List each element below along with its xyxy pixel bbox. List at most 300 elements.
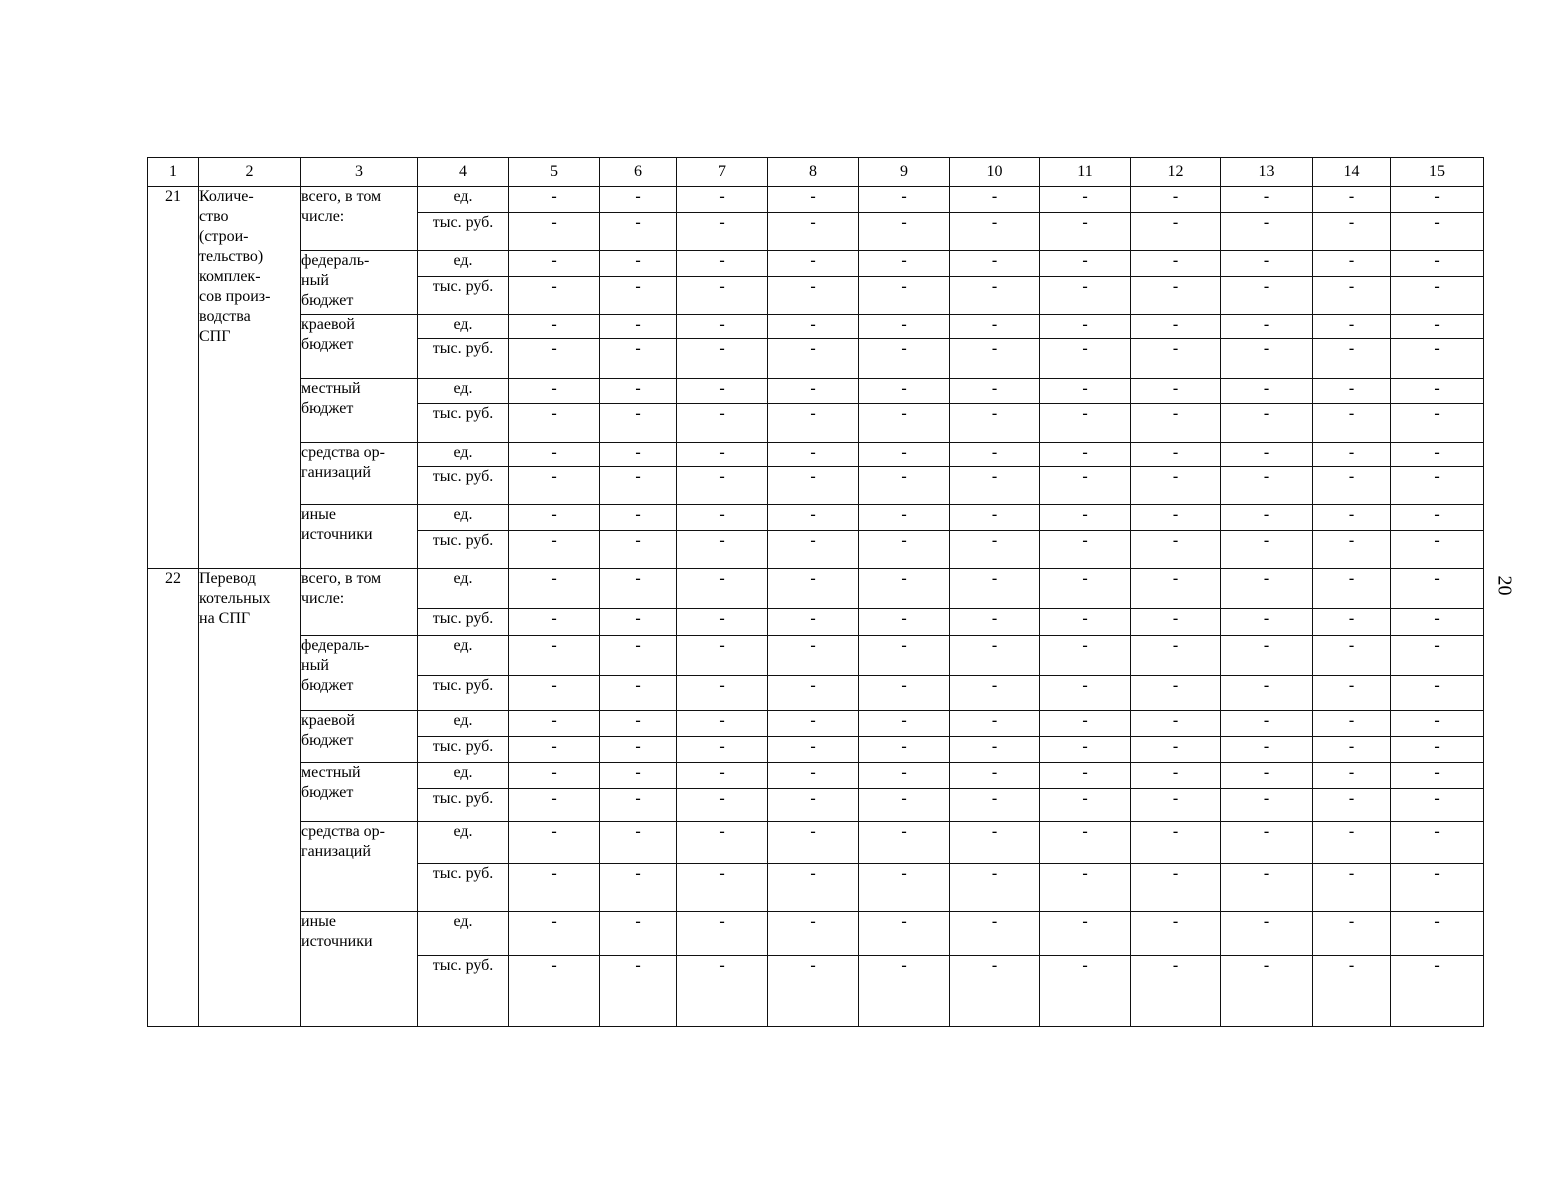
value-cell: - [950, 864, 1040, 912]
table-row [148, 187, 1484, 213]
value-cell: - [1040, 315, 1131, 339]
value-cell: - [1391, 569, 1484, 609]
value-cell: - [768, 569, 859, 609]
value-cell: - [1313, 676, 1391, 711]
value-cell: - [1221, 277, 1313, 315]
value-cell: - [1313, 711, 1391, 737]
value-cell: - [1221, 676, 1313, 711]
value-cell: - [1221, 443, 1313, 467]
value-cell: - [1040, 251, 1131, 277]
value-cell: - [600, 737, 677, 763]
unit-cell: ед. [418, 187, 509, 213]
value-cell: - [677, 822, 768, 864]
value-cell: - [1221, 505, 1313, 531]
value-cell: - [768, 636, 859, 676]
value-cell: - [1040, 569, 1131, 609]
table-row [148, 822, 1484, 864]
value-cell: - [1131, 315, 1221, 339]
column-header: 5 [509, 158, 600, 187]
value-cell: - [677, 763, 768, 789]
column-header: 1 [148, 158, 199, 187]
value-cell: - [600, 467, 677, 505]
value-cell: - [1131, 956, 1221, 1027]
funding-source: всего, в том числе: [301, 569, 418, 636]
funding-source: федераль- ный бюджет [301, 251, 418, 315]
table-row [148, 912, 1484, 956]
value-cell: - [1313, 822, 1391, 864]
funding-source: местный бюджет [301, 379, 418, 443]
value-cell: - [1313, 315, 1391, 339]
value-cell: - [1131, 737, 1221, 763]
funding-source: иные источники [301, 505, 418, 569]
column-header: 8 [768, 158, 859, 187]
value-cell: - [600, 711, 677, 737]
value-cell: - [859, 251, 950, 277]
value-cell: - [950, 339, 1040, 379]
value-cell: - [768, 789, 859, 822]
value-cell: - [768, 187, 859, 213]
funding-source: краевой бюджет [301, 315, 418, 379]
value-cell: - [950, 404, 1040, 443]
value-cell: - [1131, 711, 1221, 737]
value-cell: - [509, 404, 600, 443]
value-cell: - [509, 213, 600, 251]
value-cell: - [1313, 505, 1391, 531]
value-cell: - [768, 467, 859, 505]
value-cell: - [859, 636, 950, 676]
value-cell: - [1040, 789, 1131, 822]
value-cell: - [600, 569, 677, 609]
value-cell: - [859, 531, 950, 569]
value-cell: - [509, 187, 600, 213]
value-cell: - [509, 609, 600, 636]
value-cell: - [950, 822, 1040, 864]
value-cell: - [509, 737, 600, 763]
value-cell: - [950, 505, 1040, 531]
table-row [148, 505, 1484, 531]
value-cell: - [1131, 636, 1221, 676]
value-cell: - [509, 956, 600, 1027]
value-cell: - [1040, 864, 1131, 912]
value-cell: - [859, 711, 950, 737]
value-cell: - [600, 763, 677, 789]
value-cell: - [600, 864, 677, 912]
value-cell: - [950, 251, 1040, 277]
unit-cell: тыс. руб. [418, 789, 509, 822]
value-cell: - [677, 609, 768, 636]
value-cell: - [1221, 531, 1313, 569]
value-cell: - [768, 505, 859, 531]
value-cell: - [1040, 339, 1131, 379]
value-cell: - [600, 277, 677, 315]
unit-cell: ед. [418, 315, 509, 339]
value-cell: - [950, 737, 1040, 763]
value-cell: - [1131, 187, 1221, 213]
value-cell: - [768, 531, 859, 569]
funding-source: федераль- ный бюджет [301, 636, 418, 711]
value-cell: - [950, 531, 1040, 569]
value-cell: - [859, 404, 950, 443]
unit-cell: тыс. руб. [418, 277, 509, 315]
value-cell: - [600, 956, 677, 1027]
value-cell: - [768, 213, 859, 251]
value-cell: - [1131, 251, 1221, 277]
column-header: 13 [1221, 158, 1313, 187]
value-cell: - [677, 569, 768, 609]
value-cell: - [1221, 187, 1313, 213]
value-cell: - [600, 505, 677, 531]
unit-cell: ед. [418, 379, 509, 404]
value-cell: - [1131, 789, 1221, 822]
column-header: 15 [1391, 158, 1484, 187]
value-cell: - [677, 789, 768, 822]
value-cell: - [509, 379, 600, 404]
value-cell: - [950, 277, 1040, 315]
value-cell: - [1221, 737, 1313, 763]
value-cell: - [677, 251, 768, 277]
value-cell: - [1313, 569, 1391, 609]
value-cell: - [677, 213, 768, 251]
column-header: 10 [950, 158, 1040, 187]
value-cell: - [859, 956, 950, 1027]
value-cell: - [950, 676, 1040, 711]
unit-cell: тыс. руб. [418, 213, 509, 251]
column-header: 3 [301, 158, 418, 187]
value-cell: - [1221, 251, 1313, 277]
value-cell: - [859, 277, 950, 315]
value-cell: - [1313, 213, 1391, 251]
value-cell: - [768, 404, 859, 443]
value-cell: - [1221, 864, 1313, 912]
value-cell: - [677, 187, 768, 213]
unit-cell: тыс. руб. [418, 404, 509, 443]
value-cell: - [859, 443, 950, 467]
unit-cell: тыс. руб. [418, 339, 509, 379]
value-cell: - [1391, 379, 1484, 404]
unit-cell: ед. [418, 822, 509, 864]
value-cell: - [1313, 864, 1391, 912]
value-cell: - [1040, 531, 1131, 569]
value-cell: - [950, 711, 1040, 737]
value-cell: - [950, 636, 1040, 676]
value-cell: - [768, 251, 859, 277]
value-cell: - [859, 737, 950, 763]
value-cell: - [1040, 467, 1131, 505]
value-cell: - [509, 277, 600, 315]
value-cell: - [1221, 339, 1313, 379]
value-cell: - [1313, 379, 1391, 404]
funding-source: местный бюджет [301, 763, 418, 822]
value-cell: - [1131, 822, 1221, 864]
value-cell: - [1131, 339, 1221, 379]
row-number: 21 [148, 187, 199, 569]
value-cell: - [950, 912, 1040, 956]
value-cell: - [1391, 711, 1484, 737]
value-cell: - [1391, 609, 1484, 636]
value-cell: - [768, 339, 859, 379]
column-header: 4 [418, 158, 509, 187]
value-cell: - [1131, 443, 1221, 467]
value-cell: - [768, 609, 859, 636]
value-cell: - [1131, 763, 1221, 789]
column-header: 6 [600, 158, 677, 187]
value-cell: - [1221, 789, 1313, 822]
value-cell: - [1391, 864, 1484, 912]
value-cell: - [1131, 404, 1221, 443]
unit-cell: тыс. руб. [418, 531, 509, 569]
value-cell: - [1040, 404, 1131, 443]
value-cell: - [600, 609, 677, 636]
value-cell: - [1040, 277, 1131, 315]
table-row [148, 379, 1484, 404]
value-cell: - [1040, 379, 1131, 404]
value-cell: - [859, 822, 950, 864]
value-cell: - [1391, 339, 1484, 379]
value-cell: - [1221, 404, 1313, 443]
value-cell: - [1391, 467, 1484, 505]
value-cell: - [950, 569, 1040, 609]
value-cell: - [768, 763, 859, 789]
value-cell: - [509, 505, 600, 531]
value-cell: - [1391, 737, 1484, 763]
value-cell: - [950, 213, 1040, 251]
value-cell: - [1391, 404, 1484, 443]
unit-cell: тыс. руб. [418, 609, 509, 636]
value-cell: - [600, 912, 677, 956]
value-cell: - [600, 531, 677, 569]
value-cell: - [1391, 213, 1484, 251]
value-cell: - [677, 737, 768, 763]
value-cell: - [950, 379, 1040, 404]
value-cell: - [509, 822, 600, 864]
value-cell: - [950, 956, 1040, 1027]
value-cell: - [859, 213, 950, 251]
value-cell: - [600, 404, 677, 443]
value-cell: - [677, 505, 768, 531]
funding-source: иные источники [301, 912, 418, 1027]
value-cell: - [1221, 711, 1313, 737]
value-cell: - [859, 864, 950, 912]
value-cell: - [677, 676, 768, 711]
value-cell: - [1313, 277, 1391, 315]
table-row [148, 636, 1484, 676]
value-cell: - [1221, 912, 1313, 956]
value-cell: - [1040, 956, 1131, 1027]
table-row [148, 315, 1484, 339]
value-cell: - [1313, 339, 1391, 379]
value-cell: - [1313, 956, 1391, 1027]
value-cell: - [1313, 763, 1391, 789]
value-cell: - [1391, 251, 1484, 277]
value-cell: - [859, 379, 950, 404]
unit-cell: ед. [418, 912, 509, 956]
value-cell: - [1040, 822, 1131, 864]
value-cell: - [768, 315, 859, 339]
value-cell: - [1313, 636, 1391, 676]
value-cell: - [600, 379, 677, 404]
value-cell: - [600, 822, 677, 864]
column-header: 2 [199, 158, 301, 187]
value-cell: - [677, 636, 768, 676]
value-cell: - [950, 187, 1040, 213]
value-cell: - [1313, 609, 1391, 636]
value-cell: - [1313, 737, 1391, 763]
value-cell: - [1131, 379, 1221, 404]
table-row [148, 251, 1484, 277]
unit-cell: ед. [418, 505, 509, 531]
value-cell: - [1391, 277, 1484, 315]
value-cell: - [1131, 531, 1221, 569]
column-header: 9 [859, 158, 950, 187]
value-cell: - [1221, 956, 1313, 1027]
value-cell: - [1040, 636, 1131, 676]
value-cell: - [677, 277, 768, 315]
value-cell: - [1391, 187, 1484, 213]
value-cell: - [600, 789, 677, 822]
page-number: 20 [1493, 575, 1516, 596]
value-cell: - [950, 467, 1040, 505]
value-cell: - [1040, 676, 1131, 711]
value-cell: - [1221, 636, 1313, 676]
table-row [148, 443, 1484, 467]
unit-cell: тыс. руб. [418, 864, 509, 912]
value-cell: - [1313, 789, 1391, 822]
value-cell: - [509, 864, 600, 912]
value-cell: - [1221, 315, 1313, 339]
unit-cell: тыс. руб. [418, 956, 509, 1027]
value-cell: - [859, 339, 950, 379]
value-cell: - [768, 822, 859, 864]
value-cell: - [1221, 569, 1313, 609]
value-cell: - [600, 187, 677, 213]
value-cell: - [1313, 467, 1391, 505]
value-cell: - [1221, 763, 1313, 789]
value-cell: - [600, 676, 677, 711]
indicator-name: Количе- ство (строи- тельство) комплек- сов произ- водства СПГ [199, 187, 301, 569]
value-cell: - [1040, 609, 1131, 636]
value-cell: - [1391, 789, 1484, 822]
table-row [148, 711, 1484, 737]
value-cell: - [1221, 213, 1313, 251]
value-cell: - [768, 737, 859, 763]
value-cell: - [1313, 912, 1391, 956]
value-cell: - [1040, 187, 1131, 213]
value-cell: - [677, 956, 768, 1027]
table-body [148, 187, 1484, 1027]
value-cell: - [1313, 443, 1391, 467]
value-cell: - [950, 315, 1040, 339]
value-cell: - [600, 315, 677, 339]
value-cell: - [950, 763, 1040, 789]
value-cell: - [768, 277, 859, 315]
column-header: 12 [1131, 158, 1221, 187]
value-cell: - [1131, 676, 1221, 711]
value-cell: - [768, 711, 859, 737]
value-cell: - [677, 711, 768, 737]
value-cell: - [768, 443, 859, 467]
value-cell: - [859, 315, 950, 339]
value-cell: - [677, 467, 768, 505]
value-cell: - [600, 636, 677, 676]
value-cell: - [768, 379, 859, 404]
column-number-header-row [148, 158, 1484, 187]
value-cell: - [859, 505, 950, 531]
value-cell: - [1040, 711, 1131, 737]
value-cell: - [1040, 443, 1131, 467]
value-cell: - [677, 531, 768, 569]
value-cell: - [677, 404, 768, 443]
value-cell: - [1131, 467, 1221, 505]
value-cell: - [677, 864, 768, 912]
value-cell: - [677, 339, 768, 379]
unit-cell: ед. [418, 636, 509, 676]
value-cell: - [1221, 379, 1313, 404]
value-cell: - [768, 956, 859, 1027]
unit-cell: тыс. руб. [418, 467, 509, 505]
value-cell: - [859, 676, 950, 711]
value-cell: - [950, 443, 1040, 467]
funding-source: краевой бюджет [301, 711, 418, 763]
value-cell: - [859, 912, 950, 956]
value-cell: - [1040, 912, 1131, 956]
value-cell: - [509, 711, 600, 737]
indicator-name: Перевод котельных на СПГ [199, 569, 301, 1027]
value-cell: - [677, 443, 768, 467]
value-cell: - [1391, 636, 1484, 676]
value-cell: - [1391, 763, 1484, 789]
value-cell: - [859, 187, 950, 213]
unit-cell: ед. [418, 569, 509, 609]
value-cell: - [1040, 763, 1131, 789]
value-cell: - [677, 315, 768, 339]
value-cell: - [509, 569, 600, 609]
column-header: 14 [1313, 158, 1391, 187]
funding-table [147, 157, 1484, 1027]
value-cell: - [509, 912, 600, 956]
value-cell: - [1391, 676, 1484, 711]
unit-cell: ед. [418, 763, 509, 789]
value-cell: - [600, 339, 677, 379]
value-cell: - [509, 789, 600, 822]
value-cell: - [509, 763, 600, 789]
value-cell: - [1313, 187, 1391, 213]
funding-source: всего, в том числе: [301, 187, 418, 251]
value-cell: - [768, 912, 859, 956]
value-cell: - [509, 443, 600, 467]
value-cell: - [859, 789, 950, 822]
unit-cell: ед. [418, 711, 509, 737]
value-cell: - [950, 609, 1040, 636]
value-cell: - [1040, 505, 1131, 531]
value-cell: - [859, 763, 950, 789]
value-cell: - [1131, 505, 1221, 531]
value-cell: - [509, 315, 600, 339]
value-cell: - [509, 676, 600, 711]
value-cell: - [768, 864, 859, 912]
value-cell: - [509, 531, 600, 569]
value-cell: - [1391, 956, 1484, 1027]
value-cell: - [1391, 315, 1484, 339]
value-cell: - [1391, 505, 1484, 531]
value-cell: - [859, 609, 950, 636]
value-cell: - [509, 251, 600, 277]
value-cell: - [1391, 531, 1484, 569]
unit-cell: тыс. руб. [418, 676, 509, 711]
funding-source: средства ор- ганизаций [301, 822, 418, 912]
value-cell: - [1313, 251, 1391, 277]
unit-cell: тыс. руб. [418, 737, 509, 763]
value-cell: - [1131, 569, 1221, 609]
